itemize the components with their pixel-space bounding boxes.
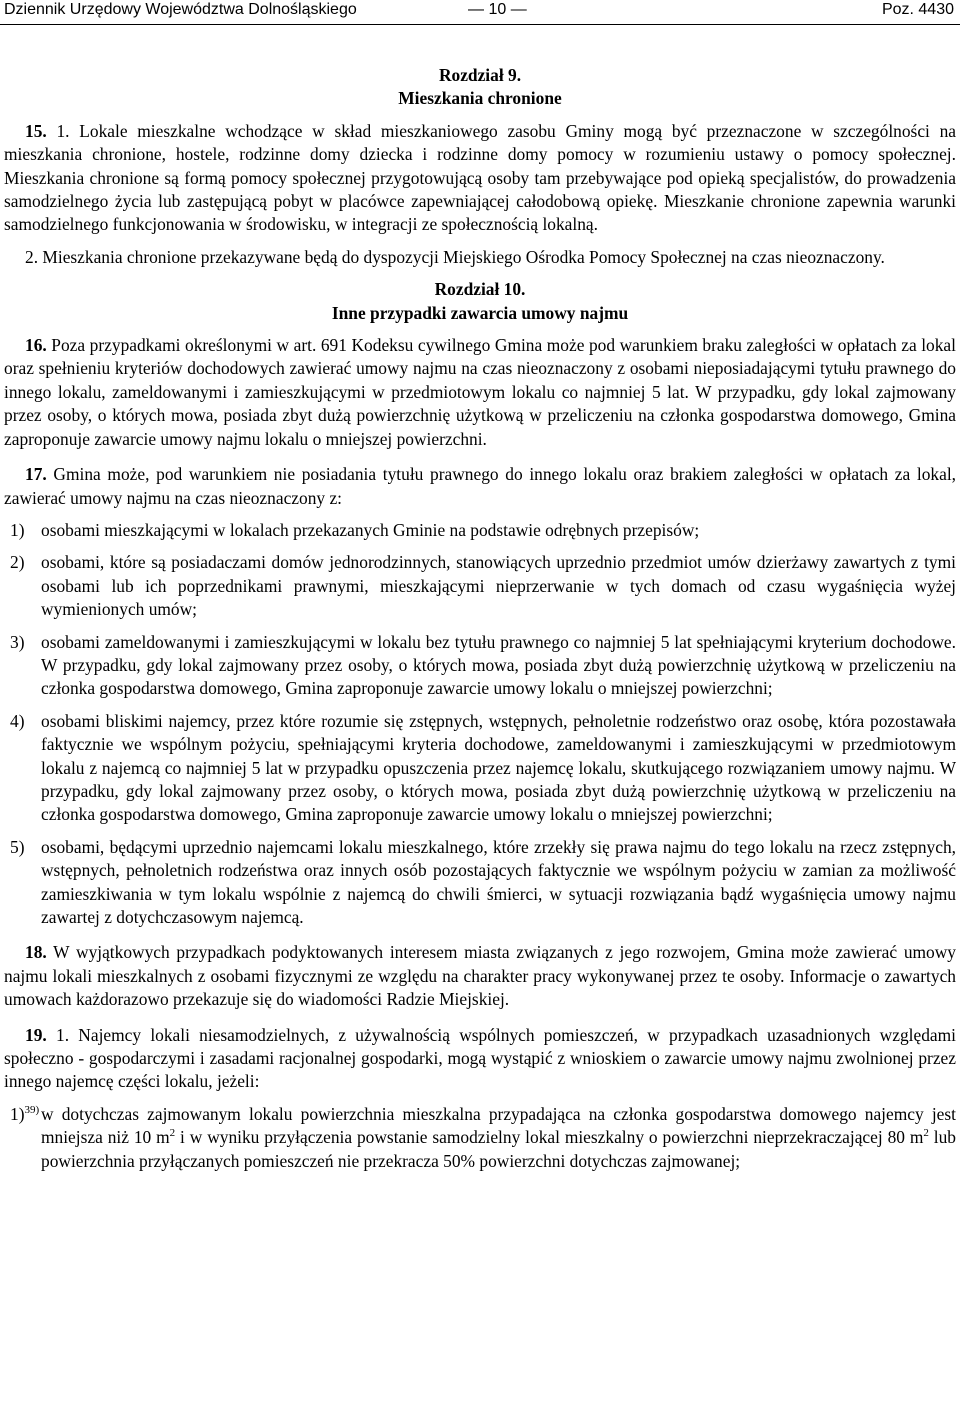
list-number: 3)	[10, 631, 25, 652]
paragraph-text: Mieszkania chronione przekazywane będą do dyspozycji Miejskiego Ośrodka Pomocy Społecznej na czas nieoznaczony.	[38, 246, 885, 267]
section-text: Poza przypadkami określonymi w art. 691 Kodeksu cywilnego Gmina może pod warunkiem braku zaległości w opłatach za lokal oraz spełnieniu kryteriów dochodowych zawierać umowy najmu na czas nieoznaczony z osobami nieposiadającymi tytułu prawnego do innego lokalu, zameldowanymi i zamieszkującymi w przedmiotowym lokalu co najmniej 5 lat. W przypadku, gdy lokal zajmowany przez osoby, o których mowa, posiada zbyt dużą powierzchnię użytkową w przeliczeniu na członka gospodarstwa domowego, Gmina zaproponuje zawarcie umowy najmu lokalu o mniejszej powierzchni.	[4, 335, 956, 449]
list-text: osobami bliskimi najemcy, przez które rozumie się zstępnych, wstępnych, pełnoletnie rodzeństwo oraz osobę, która pozostawała faktycznie we wspólnym pożyciu, spełniającymi kryteria dochodowe, zameldowanymi i zamieszkującymi w przedmiotowym lokalu z najemcą co najmniej 5 lat w przypadku opuszczenia przez najemcę lokalu, skutkującego rozwiązaniem umowy najmu. W przypadku, gdy lokal zajmowany przez osoby, o których mowa, posiada zbyt dużą powierzchnię użytkową w przeliczeniu na członka gospodarstwa domowego, Gmina zaproponuje zawarcie umowy lokalu o mniejszej powierzchni;	[41, 710, 956, 825]
page-header	[0, 0, 960, 25]
footnote-marker: 39)	[24, 1104, 40, 1117]
chapter-label: Rozdział 9.	[438, 65, 522, 85]
list-number-text: 1)	[10, 1103, 25, 1124]
list-item	[4, 551, 956, 621]
section-16	[4, 334, 956, 451]
list-text-part: w dotychczas zajmowanym lokalu powierzchnia mieszkalna przypadająca na członka gospodarstwa domowego najemcy jest mniejsza niż 10 m	[41, 1103, 956, 1148]
superscript: 2	[923, 1127, 929, 1140]
section-number: 16.	[25, 335, 47, 356]
list-item	[4, 1103, 956, 1173]
list-text-part: i w wyniku przyłączenia powstanie samodzielny lokal mieszkalny o powierzchni nieprzekraczającej 80 m	[175, 1127, 924, 1148]
section-text: W wyjątkowych przypadkach podyktowanych interesem miasta związanych z jego rozwojem, Gmina może zawierać umowy najmu lokali mieszkalnych z osobami fizycznymi ze względu na charakter pracy wykonywanej przez te osoby. Informacje o zawartych umowach każdorazowo przekazuje się do wiadomości Radzie Miejskiej.	[4, 942, 956, 1010]
list-text	[41, 1103, 956, 1173]
section-15-paragraph-1	[4, 120, 956, 237]
list-item	[4, 710, 956, 827]
list-text-part: lub powierzchnia przyłączanych pomieszczeń nie przekracza 50% powierzchni dotychczas zajmowanej;	[41, 1127, 956, 1171]
journal-title: Dziennik Urzędowy Województwa Dolnośląskiego	[4, 1, 357, 18]
section-text: Gmina może, pod warunkiem nie posiadania tytułu prawnego do innego lokalu oraz brakiem zaległości w opłatach za lokal, zawierać umowy najmu na czas nieoznaczony z:	[4, 464, 956, 508]
list-text: osobami mieszkającymi w lokalach przekazanych Gminie na podstawie odrębnych przepisów;	[41, 519, 700, 540]
paragraph-text: Najemcy lokali niesamodzielnych, z używalnością wspólnych pomieszczeń, w przypadkach uzasadnionych względami społeczno - gospodarczymi i zasadami racjonalnej gospodarki, mogą wystąpić z wnioskiem o zawarcie umowy najmu zwolnionej przez innego najemcę części lokalu, jeżeli:	[4, 1024, 956, 1092]
section-number: 18.	[25, 942, 47, 963]
section-15-paragraph-2	[4, 246, 956, 269]
paragraph-text: Lokale mieszkalne wchodzące w skład mieszkaniowego zasobu Gminy mogą być przeznaczone w szczególności na mieszkania chronione, hostele, rodzinne domy dziecka i rodzinne domy pomocy w rozumieniu ustawy o pomocy społecznej. Mieszkania chronione są formą pomocy społecznej przygotowującą osoby tam przebywające pod opieką specjalistów, do prowadzenia samodzielnego życia lub zastępującą pobyt w placówce zapewniającej całodobową opiekę. Mieszkanie chronione zapewnia warunki samodzielnego funkcjonowania w środowisku, w integracji ze społecznością lokalną.	[4, 120, 956, 235]
list-text: osobami, będącymi uprzednio najemcami lokalu mieszkalnego, które zrzekły się prawa najmu do tego lokalu na rzecz zstępnych, wstępnych, pełnoletnich rodzeństwa oraz innych osób pozostających faktycznie we wspólnym pożyciu w zamian za możliwość zamieszkiwania w tym lokalu wspólnie z najemcą do chwili śmierci, w sytuacji rozwiązania bądź wygaśnięcia umowy najmu zawartej z dotychczasowym najemcą.	[41, 836, 956, 927]
list-item	[4, 631, 956, 701]
paragraph-number: 2.	[25, 246, 39, 267]
list-number: 4)	[10, 710, 25, 731]
list-item	[4, 836, 956, 930]
position-number: Poz. 4430	[881, 1, 954, 18]
list-item	[4, 519, 956, 542]
section-17	[4, 463, 956, 510]
list-number: 1)	[10, 519, 25, 540]
list-text: osobami, które są posiadaczami domów jednorodzinnych, stanowiących uprzednio przedmiot umów dzierżawy zawartych z tymi osobami lub ich poprzednikami prawnymi, mieszkającymi nieprzerwanie w tych domach od czasu wygaśnięcia wyżej wymienionych umów;	[41, 552, 956, 620]
section-number: 15.	[25, 120, 47, 141]
list-number: 5)	[10, 836, 25, 857]
list-number: 2)	[10, 552, 25, 573]
superscript: 2	[169, 1127, 176, 1140]
section-number: 19.	[25, 1024, 47, 1045]
section-19-paragraph-1	[4, 1024, 956, 1094]
paragraph-number: 1.	[56, 1024, 70, 1045]
list-text: osobami zameldowanymi i zamieszkującymi w lokalu bez tytułu prawnego co najmniej 5 lat spełniającymi kryterium dochodowe. W przypadku, gdy lokal zajmowany przez osoby, o których mowa, posiada zbyt dużą powierzchnię użytkową w przeliczeniu na członka gospodarstwa domowego, Gmina zaproponuje zawarcie umowy lokalu o mniejszej powierzchni;	[41, 631, 956, 699]
paragraph-number: 1.	[56, 120, 70, 141]
chapter-label: Rozdział 10.	[434, 279, 526, 300]
chapter-title: Mieszkania chronione	[398, 88, 562, 109]
section-18	[4, 941, 956, 1011]
chapter-title: Inne przypadki zawarcia umowy najmu	[331, 302, 629, 323]
list-number	[4, 1103, 41, 1173]
document-body	[4, 64, 956, 1173]
page-number: — 10 —	[468, 1, 527, 18]
section-number: 17.	[25, 464, 47, 485]
